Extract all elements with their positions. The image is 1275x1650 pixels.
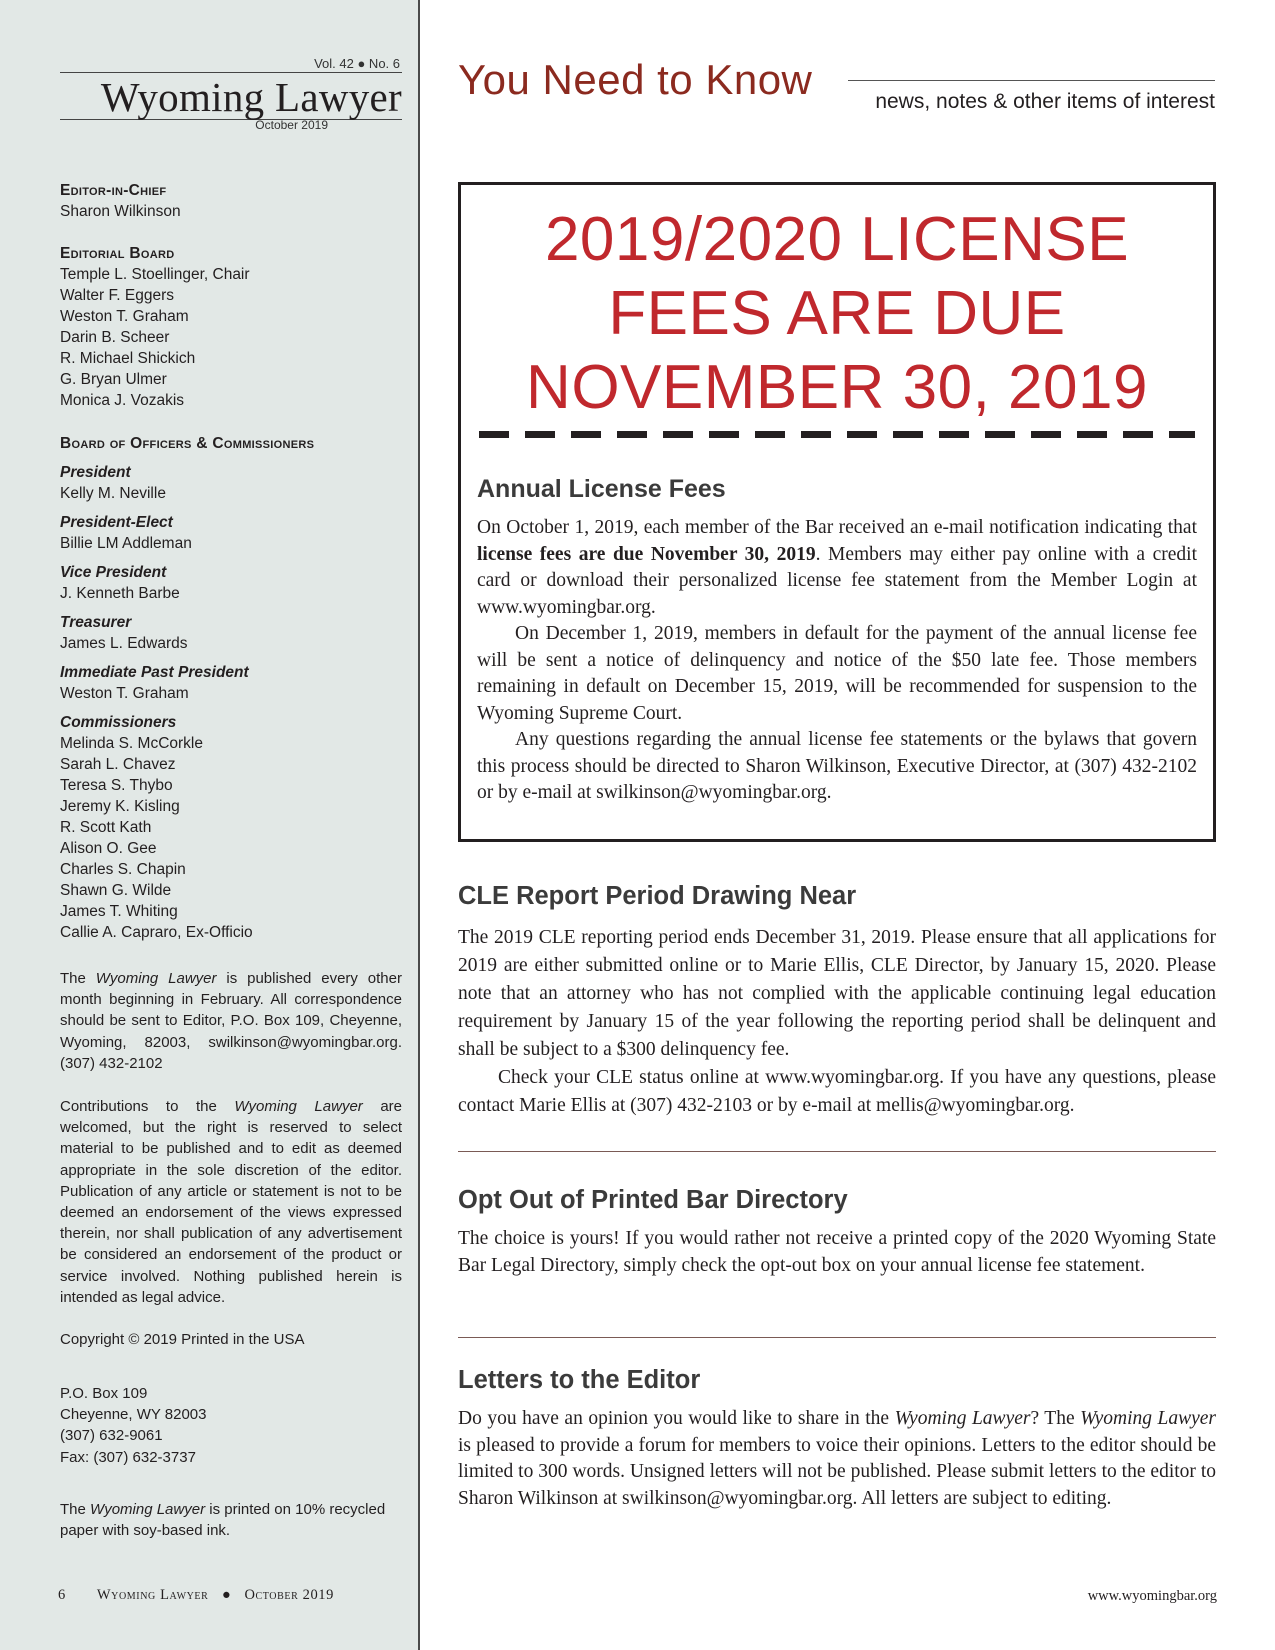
letters-paragraph: Do you have an opinion you would like to share in the Wyoming Lawyer? The Wyoming Lawyer is pleased to provide a forum for members to voice their opinions. Letters to the editor should be limited to 300 words. Unsigned letters will not be published. Please submit letters to the editor to Sharon Wilkinson at swilkinson@wyomingbar.org. All letters are subject to editing.: [458, 1408, 1216, 1509]
license-banner: 2019/2020 LICENSE FEES ARE DUE NOVEMBER 30, 2019: [526, 205, 1148, 422]
license-fee-box: [458, 182, 1216, 842]
cle-body: [458, 924, 1216, 1120]
bullet-icon: ●: [222, 1587, 231, 1603]
commissioner: R. Scott Kath: [60, 819, 152, 836]
contributions-notice: Contributions to the Wyoming Lawyer are welcomed, but the right is reserved to select material to be published and to edit as deemed appropriate in the sole discretion of the editor. Publication of any article or statement is not to be deemed an endorsement of the views expressed therein, nor shall publication of any advertisement be considered an endorsement of the product or service involved. Nothing published herein is intended as legal advice.: [60, 1098, 403, 1306]
board-member: Weston T. Graham: [60, 308, 189, 325]
masthead-title: Wyoming Lawyer: [60, 72, 402, 120]
cle-heading: CLE Report Period Drawing Near: [458, 882, 857, 910]
section-divider: [458, 1151, 1216, 1152]
license-body: [477, 515, 1197, 807]
board-heading: Editorial Board: [60, 245, 175, 262]
license-paragraph: On December 1, 2019, members in default for the payment of the annual license fee will be sent a notice of delinquency and notice of the $50 late fee. Those members remaining in default on December 15, 2019, will be recommended for suspension to the Wyoming Supreme Court.: [477, 623, 1197, 724]
officer-role: Treasurer: [60, 614, 132, 631]
editor-heading: Editor-in-Chief: [60, 182, 167, 199]
commissioner: Jeremy K. Kisling: [60, 798, 180, 815]
license-paragraph: On October 1, 2019, each member of the Bar received an e-mail notification indicating that license fees are due November 30, 2019. Members may either pay online with a credit card or download their personalized license fee statement from the Member Login at www.wyomingbar.org.: [477, 517, 1198, 618]
copyright: Copyright © 2019 Printed in the USA: [60, 1331, 305, 1348]
board-member: R. Michael Shickich: [60, 350, 196, 367]
opt-out-paragraph: The choice is yours! If you would rather not receive a printed copy of the 2020 Wyoming State Bar Legal Directory, simply check the opt-out box on your annual license fee statement.: [458, 1228, 1216, 1276]
commissioner: Melinda S. McCorkle: [60, 735, 203, 752]
publication-notice: The Wyoming Lawyer is published every other month beginning in February. All correspondence should be sent to Editor, P.O. Box 109, Cheyenne, Wyoming, 82003, swilkinson@wyomingbar.org. (307) 432-2102: [60, 970, 402, 1072]
license-paragraph: Any questions regarding the annual license fee statements or the bylaws that govern this process should be directed to Sharon Wilkinson, Executive Director, at (307) 432-2102 or by e-mail at swilkinson@wyomingbar.org.: [477, 729, 1197, 803]
footer-publication: Wyoming Lawyer: [96, 1587, 209, 1603]
editorial-board-section: [60, 243, 402, 411]
board-member: Walter F. Eggers: [60, 287, 174, 304]
board-member: G. Bryan Ulmer: [60, 371, 167, 388]
officer-name: Kelly M. Neville: [60, 485, 166, 502]
footer-website: www.wyomingbar.org: [1087, 1588, 1217, 1604]
officer-name: James L. Edwards: [60, 635, 188, 652]
officer-role: Vice President: [60, 564, 167, 581]
volume-issue: Vol. 42 ● No. 6: [314, 56, 400, 71]
editor-name: Sharon Wilkinson: [60, 203, 181, 220]
commissioners-heading: Commissioners: [60, 714, 177, 731]
opt-out-heading: Opt Out of Printed Bar Directory: [458, 1186, 848, 1214]
footer-issue: October 2019: [244, 1587, 335, 1603]
officer-role: Immediate Past President: [60, 664, 249, 681]
officer-role: President-Elect: [60, 514, 173, 531]
cle-paragraph: Check your CLE status online at www.wyomingbar.org. If you have any questions, please contact Marie Ellis at (307) 432-2103 or by e-mail at mellis@wyomingbar.org.: [458, 1067, 1216, 1116]
officer-name: Weston T. Graham: [60, 685, 189, 702]
cle-paragraph: The 2019 CLE reporting period ends December 31, 2019. Please ensure that all applications for 2019 are either submitted online or to Marie Ellis, CLE Director, by January 15, 2020. Please note that an attorney who has not complied with the applicable continuing legal education requirement by January 15 of the year following the reporting period shall be delinquent and shall be subject to a $300 delinquency fee.: [458, 927, 1216, 1060]
section-divider: [458, 1337, 1216, 1338]
officer-role: President: [60, 464, 131, 481]
dashed-divider: [479, 431, 1195, 438]
footer-folio: [58, 1587, 334, 1604]
officers-heading: Board of Officers & Commissioners: [60, 435, 315, 452]
board-member: Temple L. Stoellinger, Chair: [60, 266, 250, 283]
mailing-address: P.O. Box 109 Cheyenne, WY 82003 (307) 632-9061 Fax: (307) 632-3737: [60, 1385, 207, 1466]
editor-section: [60, 180, 402, 222]
page-number: 6: [58, 1587, 66, 1603]
letters-body: [458, 1406, 1216, 1512]
commissioner: Alison O. Gee: [60, 840, 157, 857]
officer-name: J. Kenneth Barbe: [60, 585, 180, 602]
board-member: Monica J. Vozakis: [60, 392, 185, 409]
commissioner: Charles S. Chapin: [60, 861, 186, 878]
commissioner: James T. Whiting: [60, 903, 178, 920]
section-subtitle: news, notes & other items of interest: [875, 90, 1215, 113]
commissioner: Teresa S. Thybo: [60, 777, 173, 794]
commissioner: Sarah L. Chavez: [60, 756, 176, 773]
letters-heading: Letters to the Editor: [458, 1366, 701, 1394]
officer-name: Billie LM Addleman: [60, 535, 192, 552]
commissioner: Shawn G. Wilde: [60, 882, 172, 899]
sidebar: [0, 0, 420, 1650]
opt-out-body: [458, 1226, 1216, 1279]
recycled-notice: The Wyoming Lawyer is printed on 10% recycled paper with soy-based ink.: [60, 1501, 386, 1540]
officers-section: [60, 433, 402, 943]
masthead-date: October 2019: [255, 118, 328, 132]
commissioner: Callie A. Capraro, Ex-Officio: [60, 924, 253, 941]
kicker-divider: [848, 80, 1215, 81]
license-heading: Annual License Fees: [477, 475, 726, 503]
section-kicker: You Need to Know: [458, 56, 813, 103]
board-member: Darin B. Scheer: [60, 329, 170, 346]
